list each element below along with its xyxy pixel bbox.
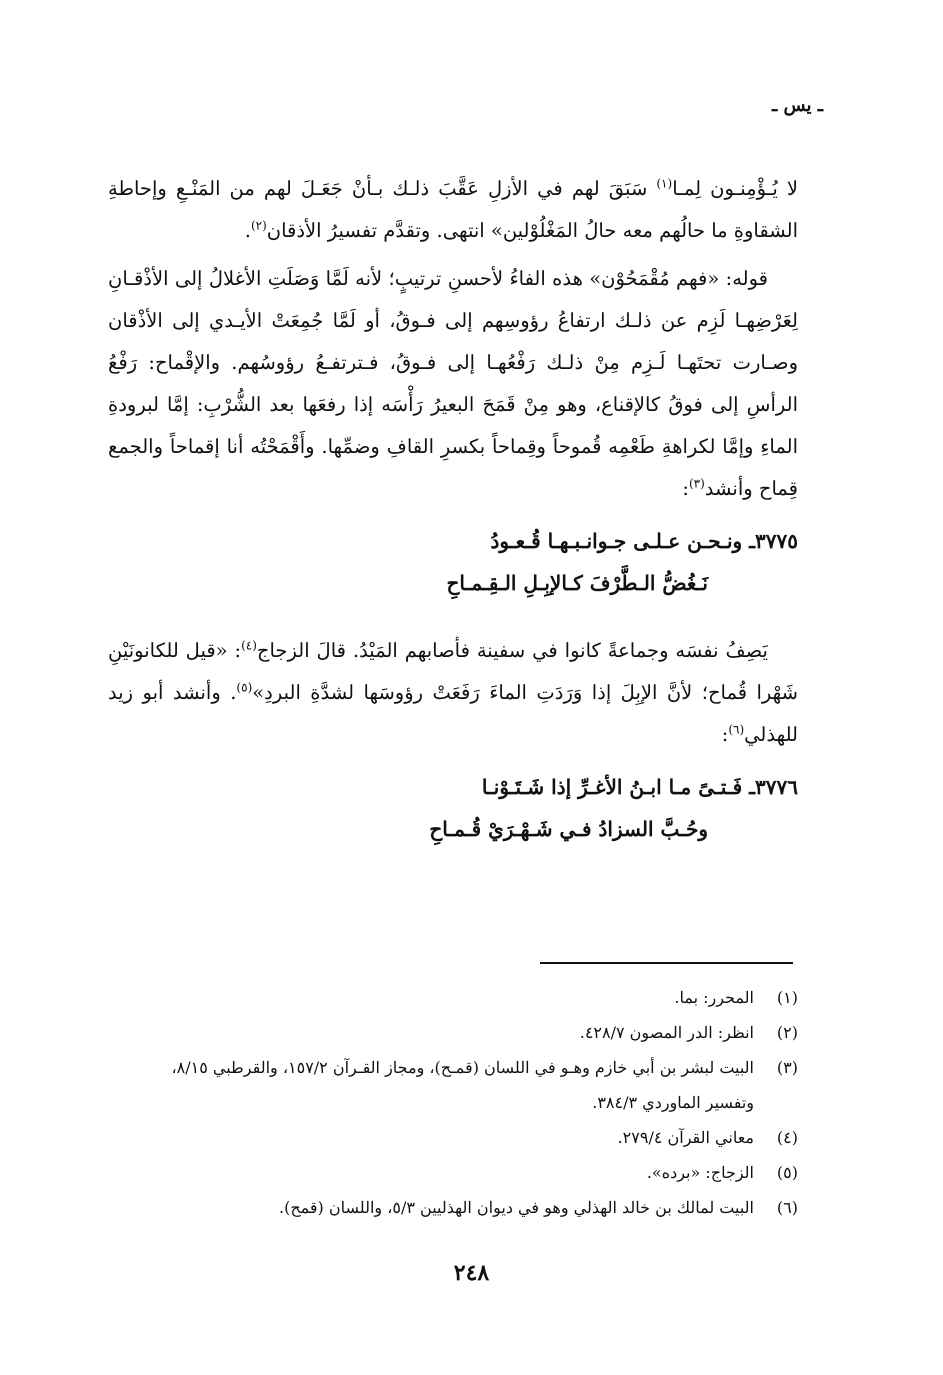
paragraph-2-text: قوله: «فهم مُقْمَحُوْن» هذه الفاءُ لأحسنِ ترتيبٍ؛ لأنه لَمَّا وَصَلَتِ الأغلالُ إلى الأذْقـانِ لِعَرْضِهـا لَزِم عن ذلـك ارتفاعُ رؤوسِهم إلى فـوقُ، أو لَمَّا جُمِعَتْ الأيـدي إلى الأذْقان وصـارت تحتَهـا لَـزِم مِنْ ذلـك رَفْعُهـا إلى فـوقُ، فـترتفـعُ رؤوسُهم. والإقْماح: رَفْعُ الرأسِ إلى فوقُ كالإقناع، وهو مِنْ قَمَحَ البعيرُ رَأْسَه إذا رفعَها بعد الشُّرْبِ: إمَّا لبرودةِ الماءِ وإمَّا لكراهةِ طَعْمِه قُموحاً وقِماحاً بكسرِ القافِ وضمِّها. وأَقْمَحْتُه أنا إقماحاً والجمع قِماح وأنشد [108, 267, 798, 500]
footnote-2 [150, 1015, 798, 1050]
paragraph-3-text-c: . وأنشد أبو زيد للهذلي [108, 681, 798, 746]
verse-3776-line-1: ٣٧٧٦ـ فَـتـىً مـا ابـنُ الأغـرِّ إذا شَـتَـوْنـا [481, 775, 798, 799]
footnote-ref-2: (٢) [250, 218, 267, 233]
footnote-ref-1: (١) [656, 176, 673, 191]
footnote-number: (٢) [776, 1023, 798, 1042]
verse-3775-line-1: ٣٧٧٥ـ ونـحـن عـلـى جـوانـبـهـا قُـعـودُ [490, 529, 798, 553]
footnote-number: (٥) [776, 1163, 798, 1182]
footnote-5 [150, 1155, 798, 1190]
paragraph-1-text-c: . [244, 219, 251, 242]
verse-3775-line-2: نَـغُضُّ الـطَّرْفَ كـالإبِـلِ الـقِـمـاحِ [446, 571, 708, 595]
footnote-6 [150, 1190, 798, 1225]
verse-3776-line-2: وحُـبَّ السزادُ فـي شَـهْـرَيْ قُـمـاحِ [429, 817, 708, 841]
running-header: ـ يس ـ [771, 95, 823, 116]
verse-3775 [108, 520, 798, 604]
footnote-3 [150, 1050, 798, 1120]
footnote-1 [150, 980, 798, 1015]
verse-3776 [108, 766, 798, 850]
footnotes [150, 980, 798, 1225]
paragraph-3 [108, 630, 798, 756]
footnote-4 [150, 1120, 798, 1155]
paragraph-3-text-d: : [721, 723, 729, 746]
paragraph-1-text-b: سَبَقَ لهم في الأزلِ عَقَّبَ ذلـك بـأنْ جَعَـلَ لهم من المَنْـعِ وإحاطةِ الشقاوةِ ما حالُهم معه حالُ المَغْلُوْلين» انتهى. وتقدَّم تفسيرُ الأذقان [108, 177, 798, 242]
footnote-text: البيت لبشر بن أبي خازم وهـو في اللسان (قمـح)، ومجاز القـرآن ١٥٧/٢، والقرطبي ٨/١٥، وتفسير الماوردي ٣٨٤/٣. [171, 1058, 754, 1112]
footnote-ref-6: (٦) [728, 722, 745, 737]
footnote-separator [540, 962, 793, 964]
footnote-number: (١) [776, 988, 798, 1007]
footnote-text: الزجاج: «برده». [646, 1163, 754, 1182]
paragraph-2-end: : [682, 477, 689, 500]
footnote-text: المحرر: بما. [674, 988, 754, 1007]
page-number: ٢٤٨ [453, 1260, 490, 1286]
footnote-ref-4: (٤) [241, 638, 257, 653]
main-text [108, 168, 798, 876]
footnote-number: (٣) [776, 1058, 798, 1077]
footnote-number: (٤) [776, 1128, 798, 1147]
footnote-ref-5: (٥) [236, 680, 253, 695]
paragraph-1 [108, 168, 798, 252]
footnote-text: انظر: الدر المصون ٤٢٨/٧. [579, 1023, 754, 1042]
paragraph-3-text-b: : «قيل للكانونَيْنِ شَهْرا قُماح؛ لأنَّ الإبِلَ إذا وَرَدَتِ الماءَ رَفَعَتْ رؤوسَها لشدَّةِ البردِ» [108, 639, 799, 704]
paragraph-3-text-a: يَصِفُ نفسَه وجماعةً كانوا في سفينة فأصابهم المَيْدُ. قالَ الزجاج [256, 639, 768, 662]
footnote-text: البيت لمالك بن خالد الهذلي وهو في ديوان الهذليين ٥/٣، واللسان (قمح). [278, 1198, 754, 1217]
footnote-ref-3: (٣) [688, 476, 705, 491]
footnote-text: معاني القرآن ٢٧٩/٤. [617, 1128, 754, 1147]
paragraph-1-text-a: لا يُـؤْمِنـون لِمـا [672, 177, 798, 200]
paragraph-2 [108, 258, 798, 510]
footnote-number: (٦) [776, 1198, 798, 1217]
